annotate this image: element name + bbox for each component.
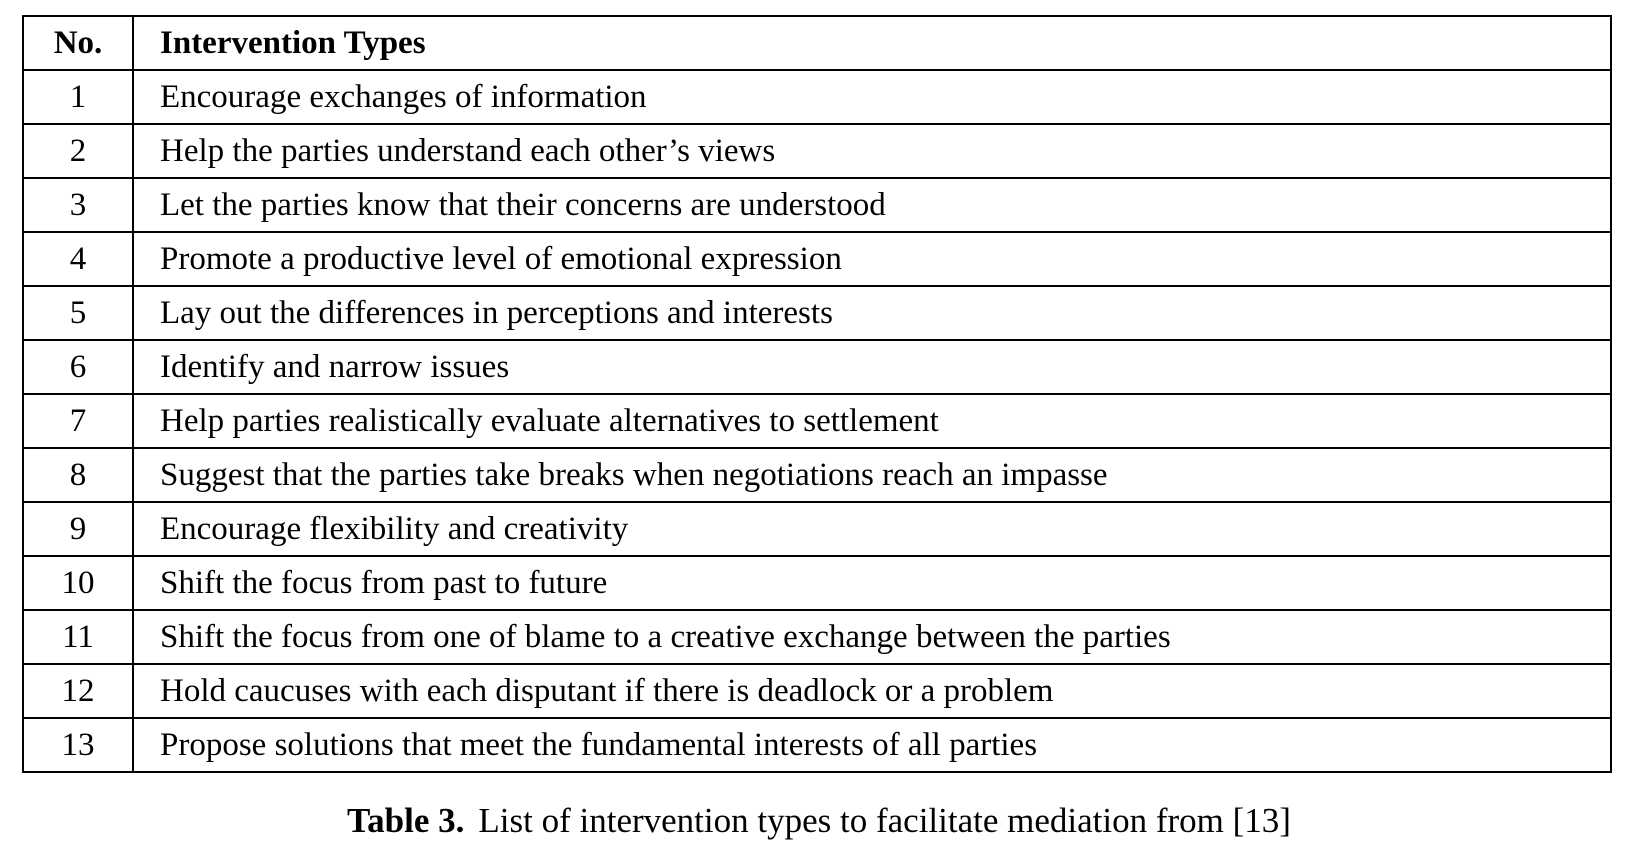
- header-no: No.: [23, 16, 133, 70]
- row-intervention-type: Promote a productive level of emotional expression: [133, 232, 1611, 286]
- table-row: [23, 610, 1611, 664]
- row-number: 3: [23, 178, 133, 232]
- row-number: 9: [23, 502, 133, 556]
- row-intervention-type: Let the parties know that their concerns are understood: [133, 178, 1611, 232]
- header-row: [23, 16, 1611, 70]
- caption-label: Table 3.: [347, 801, 465, 840]
- intervention-table-container: [22, 15, 1612, 773]
- row-intervention-type: Shift the focus from one of blame to a creative exchange between the parties: [133, 610, 1611, 664]
- caption-text: List of intervention types to facilitate mediation from [13]: [478, 801, 1291, 840]
- table-row: [23, 178, 1611, 232]
- row-intervention-type: Propose solutions that meet the fundamental interests of all parties: [133, 718, 1611, 772]
- table-caption: [0, 800, 1638, 842]
- table-row: [23, 70, 1611, 124]
- row-intervention-type: Encourage exchanges of information: [133, 70, 1611, 124]
- table-header: [23, 16, 1611, 70]
- table-row: [23, 232, 1611, 286]
- table-row: [23, 394, 1611, 448]
- intervention-table: [22, 15, 1612, 773]
- table-row: [23, 340, 1611, 394]
- row-intervention-type: Help the parties understand each other’s views: [133, 124, 1611, 178]
- row-number: 5: [23, 286, 133, 340]
- table-row: [23, 502, 1611, 556]
- row-intervention-type: Suggest that the parties take breaks when negotiations reach an impasse: [133, 448, 1611, 502]
- table-row: [23, 718, 1611, 772]
- row-number: 8: [23, 448, 133, 502]
- row-number: 11: [23, 610, 133, 664]
- row-number: 13: [23, 718, 133, 772]
- row-intervention-type: Identify and narrow issues: [133, 340, 1611, 394]
- row-intervention-type: Shift the focus from past to future: [133, 556, 1611, 610]
- row-number: 4: [23, 232, 133, 286]
- row-number: 1: [23, 70, 133, 124]
- table-row: [23, 664, 1611, 718]
- table-row: [23, 448, 1611, 502]
- row-intervention-type: Hold caucuses with each disputant if there is deadlock or a problem: [133, 664, 1611, 718]
- table-row: [23, 124, 1611, 178]
- row-number: 12: [23, 664, 133, 718]
- row-number: 7: [23, 394, 133, 448]
- table-row: [23, 556, 1611, 610]
- table-row: [23, 286, 1611, 340]
- row-intervention-type: Lay out the differences in perceptions and interests: [133, 286, 1611, 340]
- row-number: 2: [23, 124, 133, 178]
- row-number: 10: [23, 556, 133, 610]
- row-intervention-type: Encourage flexibility and creativity: [133, 502, 1611, 556]
- row-number: 6: [23, 340, 133, 394]
- header-intervention-types: Intervention Types: [133, 16, 1611, 70]
- table-body: [23, 70, 1611, 772]
- row-intervention-type: Help parties realistically evaluate alternatives to settlement: [133, 394, 1611, 448]
